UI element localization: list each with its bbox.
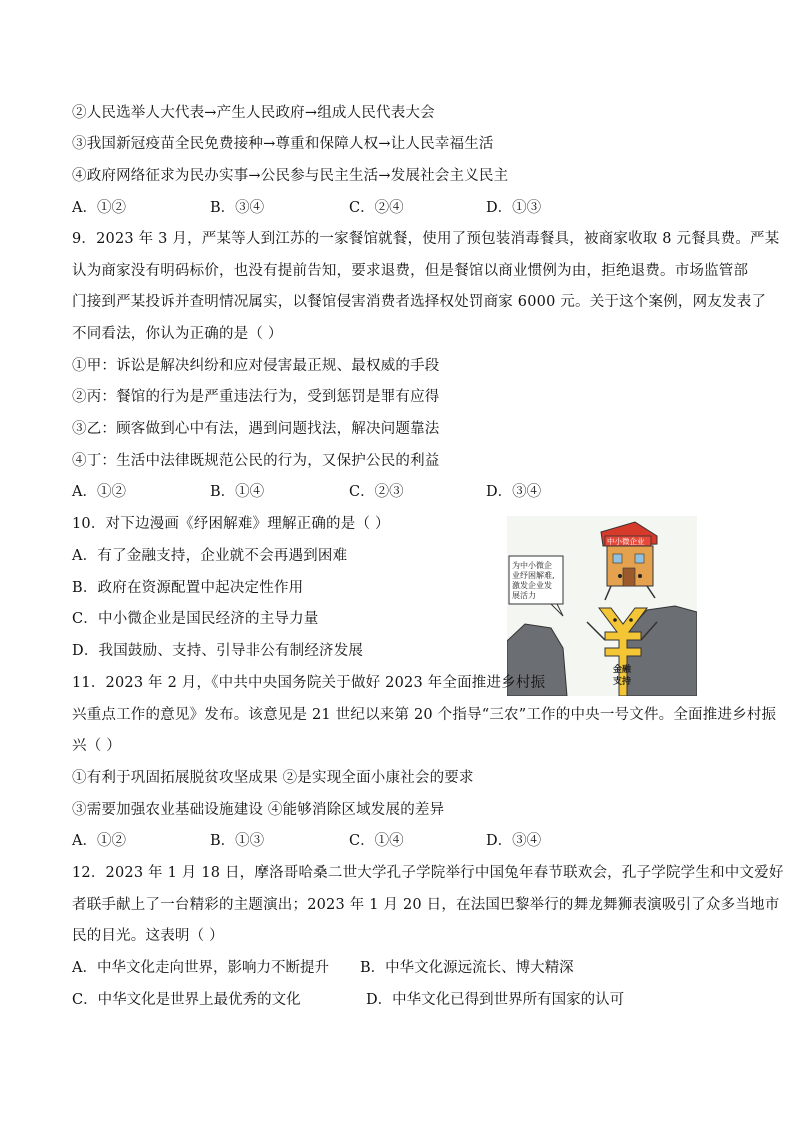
q11-option-b[interactable]: B．①③ — [210, 833, 265, 849]
q9-stem-line-1: 9．2023 年 3 月，严某等人到江苏的一家餐馆就餐，使用了预包装消毒餐具，被商家收取 8 元餐具费。严某 — [72, 231, 780, 247]
q10-option-a[interactable]: A．有了金融支持，企业就不会再遇到困难 — [72, 548, 348, 564]
house-sign-text: 中小微企业 — [607, 537, 645, 546]
pillar-text-2: 支持 — [613, 677, 632, 687]
bubble-line-3: 激发企业发 — [512, 581, 552, 590]
q12-stem-line-2: 者联手献上了一台精彩的主题演出；2023 年 1 月 20 日，在法国巴黎举行的舞龙舞狮表演吸引了众多当地市 — [72, 897, 780, 913]
house-eye-left — [618, 574, 622, 578]
q9-stem-line-4: 不同看法，你认为正确的是（ ） — [72, 326, 283, 342]
q11-option-d[interactable]: D．③④ — [486, 833, 542, 849]
q12-option-c[interactable]: C．中华文化是世界上最优秀的文化 — [72, 992, 301, 1008]
q11-items-line-1: ①有利于巩固拓展脱贫攻坚成果 ②是实现全面小康社会的要求 — [72, 770, 474, 786]
q9-stem-line-3: 门接到严某投诉并查明情况属实，以餐馆侵害消费者选择权处罚商家 6000 元。关于这个案例，网友发表了 — [72, 294, 767, 310]
q10-stem: 10．对下边漫画《纾困解难》理解正确的是（ ） — [72, 516, 390, 532]
q10-option-d[interactable]: D．我国鼓励、支持、引导非公有制经济发展 — [72, 643, 364, 659]
q12-option-a[interactable]: A．中华文化走向世界，影响力不断提升 — [72, 960, 329, 976]
q9-option-b[interactable]: B．①④ — [210, 484, 265, 500]
q8-item-3: ③我国新冠疫苗全民免费接种→尊重和保障人权→让人民幸福生活 — [72, 136, 494, 152]
q8-item-2: ②人民选举人大代表→产生人民政府→组成人民代表大会 — [72, 105, 435, 121]
pillar-text-1: 金融 — [613, 665, 632, 675]
house-window-right — [635, 554, 644, 563]
q10-option-b[interactable]: B．政府在资源配置中起决定性作用 — [72, 580, 304, 596]
q9-option-c[interactable]: C．②③ — [349, 484, 404, 500]
bubble-line-2: 业纾困解难, — [512, 571, 555, 580]
q11-stem-line-3: 兴（ ） — [72, 738, 121, 754]
cartoon-illustration — [507, 516, 697, 696]
house-eye-right — [638, 574, 642, 578]
q12-option-b[interactable]: B．中华文化源远流长、博大精深 — [360, 960, 574, 976]
q9-item-4: ④丁：生活中法律既规范公民的行为，又保护公民的利益 — [72, 453, 440, 469]
q9-item-3: ③乙：顾客做到心中有法，遇到问题找法，解决问题靠法 — [72, 421, 440, 437]
pillar-eye-right — [629, 618, 633, 622]
q8-option-c[interactable]: C．②④ — [349, 200, 404, 216]
q9-option-a[interactable]: A．①② — [72, 484, 126, 500]
house-window-left — [613, 554, 622, 563]
q11-option-a[interactable]: A．①② — [72, 833, 126, 849]
q11-items-line-2: ③需要加强农业基础设施建设 ④能够消除区域发展的差异 — [72, 802, 445, 818]
q8-option-b[interactable]: B．③④ — [210, 200, 265, 216]
q8-option-d[interactable]: D．①③ — [486, 200, 542, 216]
pillar-eye-left — [613, 618, 617, 622]
q9-option-d[interactable]: D．③④ — [486, 484, 542, 500]
q8-item-4: ④政府网络征求为民办实事→公民参与民主生活→发展社会主义民主 — [72, 168, 509, 184]
q12-stem-line-1: 12．2023 年 1 月 18 日，摩洛哥哈桑二世大学孔子学院举行中国兔年春节联欢会，孔子学院学生和中文爱好 — [72, 865, 784, 881]
q12-stem-line-3: 民的目光。这表明（ ） — [72, 928, 224, 944]
q11-stem-line-2: 兴重点工作的意见》发布。该意见是 21 世纪以来第 20 个指导“三农”工作的中央一号文件。全面推进乡村振 — [72, 707, 777, 723]
q11-stem-line-1: 11．2023 年 2 月，《中共中央国务院关于做好 2023 年全面推进乡村振 — [72, 675, 546, 691]
q11-option-c[interactable]: C．①④ — [349, 833, 404, 849]
q12-option-d[interactable]: D．中华文化已得到世界所有国家的认可 — [366, 992, 625, 1008]
q8-option-a[interactable]: A．①② — [72, 200, 126, 216]
q9-stem-line-2: 认为商家没有明码标价，也没有提前告知，要求退费，但是餐馆以商业惯例为由，拒绝退费。市场监管部 — [72, 263, 749, 279]
bubble-line-1: 为中小微企 — [512, 561, 552, 570]
house-door — [623, 568, 635, 586]
q9-item-2: ②丙：餐馆的行为是严重违法行为，受到惩罚是罪有应得 — [72, 389, 440, 405]
q9-item-1: ①甲：诉讼是解决纠纷和应对侵害最正规、最权威的手段 — [72, 358, 440, 374]
q10-option-c[interactable]: C．中小微企业是国民经济的主导力量 — [72, 611, 319, 627]
bubble-line-4: 展活力 — [512, 591, 536, 600]
